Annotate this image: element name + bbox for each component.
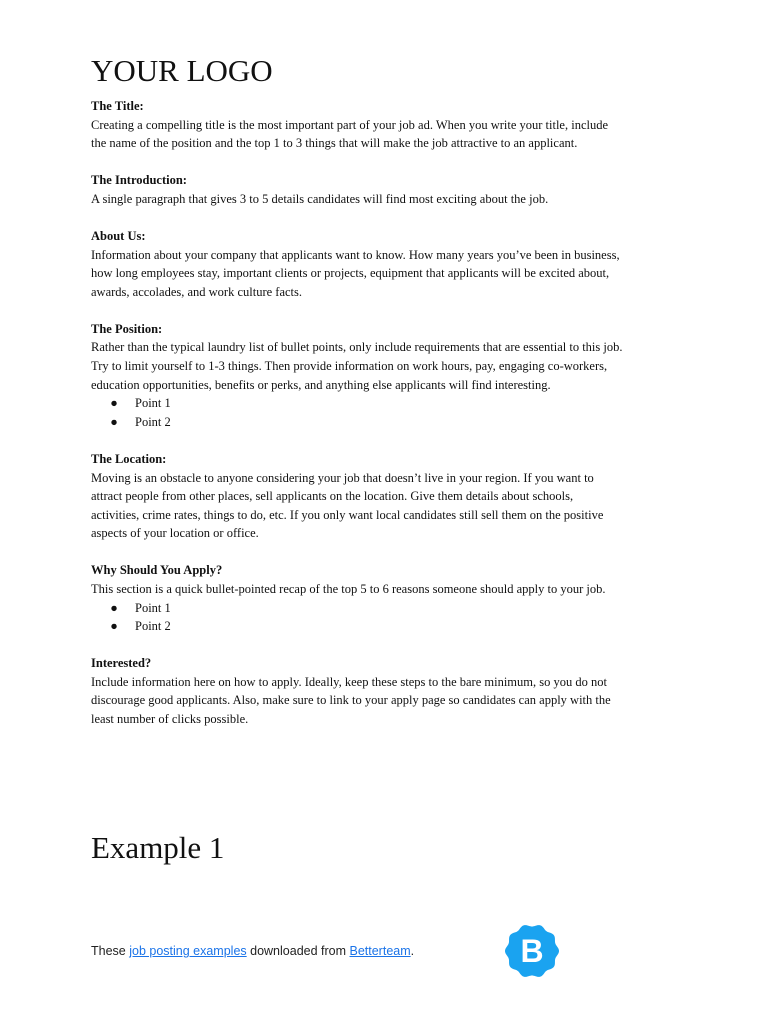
bullet-dot-icon: ● [110,619,118,634]
logo-text: YOUR LOGO [91,53,273,88]
section-body-line: This section is a quick bullet-pointed recap of the top 5 to 6 reasons someone should apply to your job. [91,581,606,596]
badge-letter: B [520,933,544,969]
section-body-line: activities, crime rates, things to do, etc. If you only want local candidates still sell them on the positive [91,507,604,522]
section-body-line: Rather than the typical laundry list of bullet points, only include requirements that are essential to this job. [91,340,623,355]
section [91,561,691,635]
section-body-line: awards, accolades, and work culture facts. [91,284,303,299]
section-heading: About Us: [91,228,146,243]
section-heading: Interested? [91,656,152,671]
bullet-list [91,394,691,431]
section [91,227,691,301]
bullet-text: Point 1 [135,600,171,615]
bullet-item [91,599,691,618]
section-body-line: Information about your company that applicants want to know. How many years you’ve been in business, [91,247,620,262]
section-body-line: Creating a compelling title is the most important part of your job ad. When you write your title, include [91,117,609,132]
section-body-line: A single paragraph that gives 3 to 5 details candidates will find most exciting about the job. [91,191,549,206]
bullet-list [91,599,691,636]
bullet-text: Point 1 [135,396,171,411]
section-body-line: education opportunities, benefits or perks, and anything else applicants will find interesting. [91,377,551,392]
job-posting-examples-link[interactable]: job posting examples [129,944,247,958]
section-body-line: Try to limit yourself to 1-3 things. Then provide information on work hours, pay, engaging co-workers, [91,359,608,374]
section [91,320,691,432]
section-body-line: how long employees stay, important clients or projects, equipment that applicants will be excited about, [91,266,610,281]
section-heading: The Title: [91,99,144,113]
section [91,450,691,543]
section-heading: Why Should You Apply? [91,563,223,578]
footer-middle: downloaded from [246,944,350,958]
section-body-line: least number of clicks possible. [91,712,249,727]
footer-attribution [91,944,414,958]
bullet-item [91,394,691,413]
bullet-item [91,617,691,636]
section [91,654,691,728]
section [91,97,691,153]
section-heading: The Introduction: [91,173,187,188]
section-body-line: attract people from other places, sell applicants on the location. Give them details about schools, [91,489,574,504]
section-body-line: the name of the position and the top 1 to 3 things that will make the job attractive to an applicant. [91,136,578,151]
bullet-dot-icon: ● [110,414,118,429]
bullet-item [91,413,691,432]
bullet-text: Point 2 [135,414,171,429]
section-body-line: Moving is an obstacle to anyone considering your job that doesn’t live in your region. If you want to [91,470,594,485]
section-heading: The Location: [91,451,167,466]
job-ad-template [91,97,691,747]
section-body-line: discourage good applicants. Also, make sure to link to your apply page so candidates can apply with the [91,693,611,708]
section-heading: The Position: [91,321,163,336]
bullet-dot-icon: ● [110,396,118,411]
footer-prefix: These [91,944,130,958]
section-body-line: Include information here on how to apply. Ideally, keep these steps to the bare minimum, so you do not [91,674,607,689]
betterteam-badge-icon[interactable] [504,923,560,979]
bullet-dot-icon: ● [110,600,118,615]
bullet-text: Point 2 [135,619,171,634]
example-title: Example 1 [91,830,225,865]
betterteam-link[interactable]: Betterteam [349,944,411,958]
footer-suffix: . [410,944,415,958]
section-body-line: aspects of your location or office. [91,526,259,541]
section [91,171,691,208]
